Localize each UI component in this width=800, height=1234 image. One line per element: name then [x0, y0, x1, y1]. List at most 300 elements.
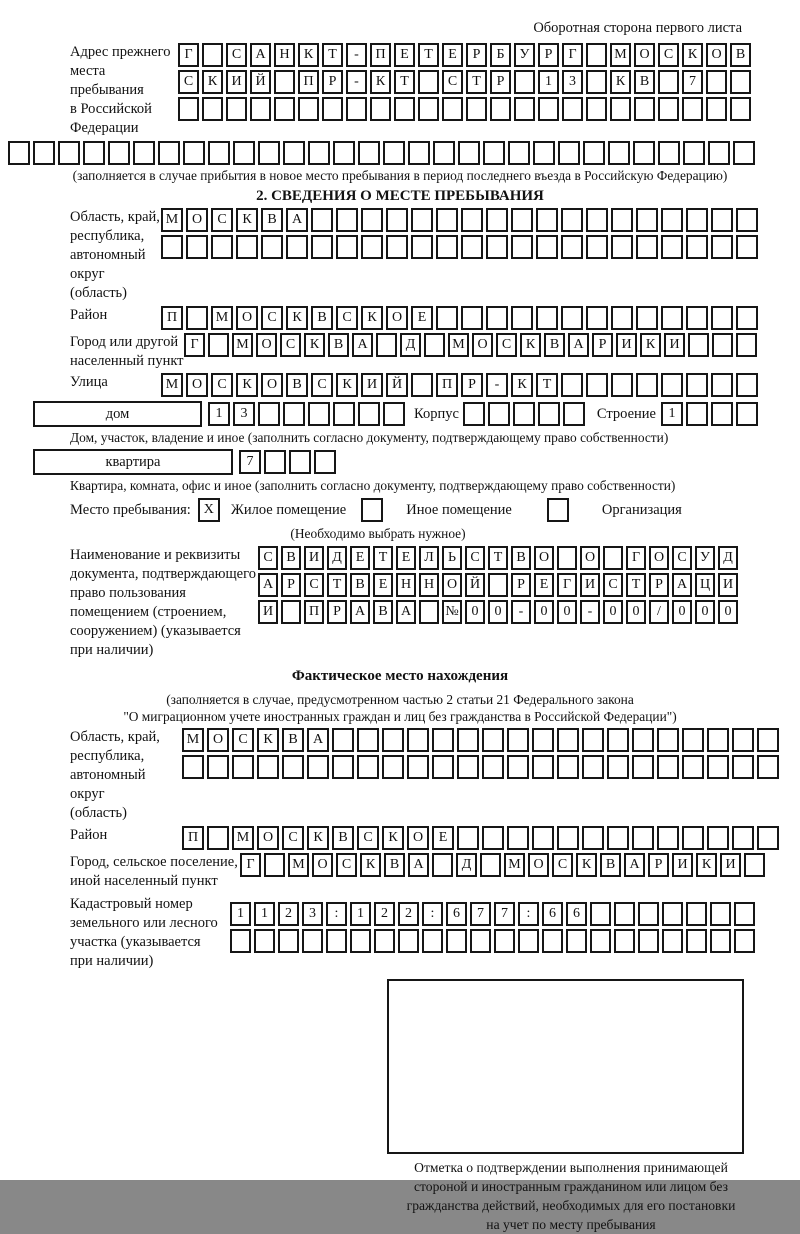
- form-cell[interactable]: [712, 333, 733, 357]
- form-cell[interactable]: [542, 929, 563, 953]
- form-cell[interactable]: [732, 826, 754, 850]
- form-cell[interactable]: [480, 853, 501, 877]
- form-cell[interactable]: [561, 208, 583, 232]
- form-cell[interactable]: -: [511, 600, 531, 624]
- form-cell[interactable]: К: [298, 43, 319, 67]
- form-cell[interactable]: М: [182, 728, 204, 752]
- form-cell[interactable]: Т: [322, 43, 343, 67]
- form-cell[interactable]: [8, 141, 30, 165]
- form-cell[interactable]: В: [282, 728, 304, 752]
- form-cell[interactable]: [636, 373, 658, 397]
- form-cell[interactable]: [457, 728, 479, 752]
- form-cell[interactable]: 3: [233, 402, 255, 426]
- form-cell[interactable]: [611, 235, 633, 259]
- form-cell[interactable]: 0: [672, 600, 692, 624]
- form-cell[interactable]: -: [346, 70, 367, 94]
- form-cell[interactable]: [333, 402, 355, 426]
- form-cell[interactable]: О: [407, 826, 429, 850]
- form-cell[interactable]: [536, 235, 558, 259]
- form-cell[interactable]: 1: [350, 902, 371, 926]
- form-cell[interactable]: [686, 208, 708, 232]
- form-cell[interactable]: [536, 306, 558, 330]
- form-cell[interactable]: К: [307, 826, 329, 850]
- form-cell[interactable]: [208, 333, 229, 357]
- form-cell[interactable]: А: [350, 600, 370, 624]
- form-cell[interactable]: Г: [178, 43, 199, 67]
- form-cell[interactable]: С: [304, 573, 324, 597]
- form-cell[interactable]: [586, 235, 608, 259]
- form-cell[interactable]: С: [465, 546, 485, 570]
- form-cell[interactable]: [614, 929, 635, 953]
- form-cell[interactable]: Т: [626, 573, 646, 597]
- form-cell[interactable]: [711, 235, 733, 259]
- form-cell[interactable]: [283, 141, 305, 165]
- form-cell[interactable]: [583, 141, 605, 165]
- form-cell[interactable]: [757, 755, 779, 779]
- form-cell[interactable]: [432, 728, 454, 752]
- form-cell[interactable]: В: [350, 573, 370, 597]
- form-cell[interactable]: [736, 373, 758, 397]
- form-cell[interactable]: [208, 141, 230, 165]
- form-cell[interactable]: М: [211, 306, 233, 330]
- form-cell[interactable]: [532, 755, 554, 779]
- form-cell[interactable]: [607, 755, 629, 779]
- form-cell[interactable]: Й: [465, 573, 485, 597]
- form-cell[interactable]: [207, 755, 229, 779]
- form-cell[interactable]: Е: [442, 43, 463, 67]
- form-cell[interactable]: [514, 97, 535, 121]
- form-cell[interactable]: [686, 306, 708, 330]
- form-cell[interactable]: [736, 208, 758, 232]
- form-cell[interactable]: [211, 235, 233, 259]
- form-cell[interactable]: [582, 728, 604, 752]
- form-cell[interactable]: [562, 97, 583, 121]
- form-cell[interactable]: 7: [682, 70, 703, 94]
- form-cell[interactable]: Г: [626, 546, 646, 570]
- form-cell[interactable]: Т: [536, 373, 558, 397]
- form-cell[interactable]: А: [286, 208, 308, 232]
- form-cell[interactable]: -: [346, 43, 367, 67]
- form-cell[interactable]: [261, 235, 283, 259]
- form-cell[interactable]: [486, 235, 508, 259]
- form-cell[interactable]: О: [534, 546, 554, 570]
- form-cell[interactable]: С: [258, 546, 278, 570]
- form-cell[interactable]: 1: [661, 402, 683, 426]
- form-cell[interactable]: П: [436, 373, 458, 397]
- form-cell[interactable]: [186, 235, 208, 259]
- form-cell[interactable]: [186, 306, 208, 330]
- form-cell[interactable]: Й: [250, 70, 271, 94]
- form-cell[interactable]: [586, 208, 608, 232]
- form-cell[interactable]: О: [649, 546, 669, 570]
- form-cell[interactable]: [466, 97, 487, 121]
- form-cell[interactable]: К: [682, 43, 703, 67]
- form-cell[interactable]: С: [226, 43, 247, 67]
- form-cell[interactable]: [561, 235, 583, 259]
- form-cell[interactable]: [433, 141, 455, 165]
- form-cell[interactable]: [230, 929, 251, 953]
- form-cell[interactable]: Т: [327, 573, 347, 597]
- form-cell[interactable]: №: [442, 600, 462, 624]
- form-cell[interactable]: [636, 208, 658, 232]
- form-cell[interactable]: И: [616, 333, 637, 357]
- form-cell[interactable]: [538, 402, 560, 426]
- form-cell[interactable]: [638, 902, 659, 926]
- form-cell[interactable]: [586, 70, 607, 94]
- form-cell[interactable]: [432, 755, 454, 779]
- form-cell[interactable]: [358, 141, 380, 165]
- form-cell[interactable]: Н: [419, 573, 439, 597]
- form-cell[interactable]: [590, 929, 611, 953]
- form-cell[interactable]: Г: [557, 573, 577, 597]
- form-cell[interactable]: А: [250, 43, 271, 67]
- form-cell[interactable]: [561, 306, 583, 330]
- form-cell[interactable]: С: [211, 208, 233, 232]
- form-cell[interactable]: М: [161, 373, 183, 397]
- form-cell[interactable]: [254, 929, 275, 953]
- form-cell[interactable]: [161, 235, 183, 259]
- form-cell[interactable]: [557, 826, 579, 850]
- form-cell[interactable]: [457, 826, 479, 850]
- form-cell[interactable]: А: [568, 333, 589, 357]
- form-cell[interactable]: О: [207, 728, 229, 752]
- form-cell[interactable]: 7: [494, 902, 515, 926]
- form-cell[interactable]: [308, 141, 330, 165]
- form-cell[interactable]: [607, 728, 629, 752]
- form-cell[interactable]: [411, 373, 433, 397]
- form-cell[interactable]: С: [603, 573, 623, 597]
- form-cell[interactable]: [274, 70, 295, 94]
- form-cell[interactable]: К: [360, 853, 381, 877]
- form-cell[interactable]: [494, 929, 515, 953]
- form-cell[interactable]: [711, 373, 733, 397]
- form-cell[interactable]: [394, 97, 415, 121]
- form-cell[interactable]: [257, 755, 279, 779]
- form-cell[interactable]: С: [178, 70, 199, 94]
- form-cell[interactable]: [610, 97, 631, 121]
- form-cell[interactable]: [661, 208, 683, 232]
- form-cell[interactable]: К: [610, 70, 631, 94]
- form-cell[interactable]: [661, 306, 683, 330]
- form-cell[interactable]: Т: [466, 70, 487, 94]
- form-cell[interactable]: [511, 235, 533, 259]
- form-cell[interactable]: К: [336, 373, 358, 397]
- form-cell[interactable]: С: [336, 306, 358, 330]
- form-cell[interactable]: [419, 600, 439, 624]
- form-cell[interactable]: К: [520, 333, 541, 357]
- form-cell[interactable]: [710, 902, 731, 926]
- form-cell[interactable]: :: [326, 902, 347, 926]
- form-cell[interactable]: В: [328, 333, 349, 357]
- form-cell[interactable]: [711, 208, 733, 232]
- form-cell[interactable]: П: [182, 826, 204, 850]
- form-cell[interactable]: [307, 755, 329, 779]
- form-cell[interactable]: [682, 755, 704, 779]
- form-cell[interactable]: К: [257, 728, 279, 752]
- form-cell[interactable]: [311, 208, 333, 232]
- form-cell[interactable]: [707, 755, 729, 779]
- form-cell[interactable]: [633, 141, 655, 165]
- form-cell[interactable]: [730, 70, 751, 94]
- form-cell[interactable]: [226, 97, 247, 121]
- form-cell[interactable]: [507, 755, 529, 779]
- form-cell[interactable]: К: [576, 853, 597, 877]
- form-cell[interactable]: :: [518, 902, 539, 926]
- form-cell[interactable]: [314, 450, 336, 474]
- form-cell[interactable]: [183, 141, 205, 165]
- form-cell[interactable]: [688, 333, 709, 357]
- form-cell[interactable]: К: [236, 208, 258, 232]
- form-cell[interactable]: [757, 728, 779, 752]
- form-cell[interactable]: [461, 306, 483, 330]
- form-cell[interactable]: [657, 826, 679, 850]
- form-cell[interactable]: Т: [488, 546, 508, 570]
- form-cell[interactable]: [458, 141, 480, 165]
- form-cell[interactable]: Й: [386, 373, 408, 397]
- form-cell[interactable]: К: [304, 333, 325, 357]
- form-cell[interactable]: И: [718, 573, 738, 597]
- form-cell[interactable]: -: [486, 373, 508, 397]
- form-cell[interactable]: [532, 728, 554, 752]
- form-cell[interactable]: И: [361, 373, 383, 397]
- form-cell[interactable]: [207, 826, 229, 850]
- form-cell[interactable]: Р: [648, 853, 669, 877]
- form-cell[interactable]: А: [624, 853, 645, 877]
- form-cell[interactable]: [507, 826, 529, 850]
- form-cell[interactable]: [202, 43, 223, 67]
- form-cell[interactable]: [707, 826, 729, 850]
- form-cell[interactable]: [233, 141, 255, 165]
- form-cell[interactable]: Д: [456, 853, 477, 877]
- form-cell[interactable]: [332, 755, 354, 779]
- form-cell[interactable]: [442, 97, 463, 121]
- form-cell[interactable]: [326, 929, 347, 953]
- form-cell[interactable]: [586, 43, 607, 67]
- form-cell[interactable]: [282, 755, 304, 779]
- form-cell[interactable]: Р: [490, 70, 511, 94]
- form-cell[interactable]: [508, 141, 530, 165]
- form-cell[interactable]: [108, 141, 130, 165]
- form-cell[interactable]: К: [640, 333, 661, 357]
- form-cell[interactable]: Р: [538, 43, 559, 67]
- form-cell[interactable]: [374, 929, 395, 953]
- form-cell[interactable]: О: [706, 43, 727, 67]
- form-cell[interactable]: 0: [718, 600, 738, 624]
- form-cell[interactable]: Е: [534, 573, 554, 597]
- form-cell[interactable]: [657, 755, 679, 779]
- form-cell[interactable]: [407, 728, 429, 752]
- form-cell[interactable]: И: [720, 853, 741, 877]
- form-cell[interactable]: [634, 97, 655, 121]
- form-cell[interactable]: [232, 755, 254, 779]
- form-cell[interactable]: Е: [373, 573, 393, 597]
- checkbox-organization[interactable]: [547, 498, 569, 522]
- form-cell[interactable]: Е: [432, 826, 454, 850]
- form-cell[interactable]: Р: [592, 333, 613, 357]
- form-cell[interactable]: -: [580, 600, 600, 624]
- form-cell[interactable]: [236, 235, 258, 259]
- form-cell[interactable]: [686, 373, 708, 397]
- form-cell[interactable]: К: [696, 853, 717, 877]
- form-cell[interactable]: 2: [278, 902, 299, 926]
- form-cell[interactable]: [422, 929, 443, 953]
- form-cell[interactable]: [736, 333, 757, 357]
- form-cell[interactable]: Н: [396, 573, 416, 597]
- form-cell[interactable]: [566, 929, 587, 953]
- form-cell[interactable]: И: [672, 853, 693, 877]
- form-cell[interactable]: [636, 306, 658, 330]
- checkbox-residential[interactable]: X: [198, 498, 220, 522]
- form-cell[interactable]: [563, 402, 585, 426]
- form-cell[interactable]: [657, 728, 679, 752]
- form-cell[interactable]: [361, 235, 383, 259]
- form-cell[interactable]: [706, 70, 727, 94]
- form-cell[interactable]: [686, 402, 708, 426]
- form-cell[interactable]: 1: [208, 402, 230, 426]
- form-cell[interactable]: Л: [419, 546, 439, 570]
- form-cell[interactable]: В: [600, 853, 621, 877]
- form-cell[interactable]: [346, 97, 367, 121]
- form-cell[interactable]: С: [357, 826, 379, 850]
- form-cell[interactable]: С: [658, 43, 679, 67]
- form-cell[interactable]: 0: [534, 600, 554, 624]
- form-cell[interactable]: [710, 929, 731, 953]
- form-cell[interactable]: [732, 728, 754, 752]
- form-cell[interactable]: [482, 826, 504, 850]
- form-cell[interactable]: [558, 141, 580, 165]
- form-cell[interactable]: [511, 306, 533, 330]
- form-cell[interactable]: [490, 97, 511, 121]
- form-cell[interactable]: К: [361, 306, 383, 330]
- form-cell[interactable]: 6: [542, 902, 563, 926]
- form-cell[interactable]: [398, 929, 419, 953]
- form-cell[interactable]: [289, 450, 311, 474]
- form-cell[interactable]: [557, 546, 577, 570]
- form-cell[interactable]: О: [386, 306, 408, 330]
- form-cell[interactable]: [202, 97, 223, 121]
- form-cell[interactable]: [311, 235, 333, 259]
- form-cell[interactable]: Б: [490, 43, 511, 67]
- form-cell[interactable]: [483, 141, 505, 165]
- form-cell[interactable]: В: [261, 208, 283, 232]
- form-cell[interactable]: П: [298, 70, 319, 94]
- form-cell[interactable]: [486, 208, 508, 232]
- form-cell[interactable]: [511, 208, 533, 232]
- form-cell[interactable]: [386, 235, 408, 259]
- form-cell[interactable]: М: [448, 333, 469, 357]
- form-cell[interactable]: [683, 141, 705, 165]
- form-cell[interactable]: [182, 755, 204, 779]
- form-cell[interactable]: [632, 728, 654, 752]
- form-cell[interactable]: [662, 929, 683, 953]
- form-cell[interactable]: [734, 902, 755, 926]
- form-cell[interactable]: С: [211, 373, 233, 397]
- form-cell[interactable]: [461, 235, 483, 259]
- form-cell[interactable]: Р: [649, 573, 669, 597]
- form-cell[interactable]: В: [311, 306, 333, 330]
- form-cell[interactable]: 1: [254, 902, 275, 926]
- form-cell[interactable]: М: [504, 853, 525, 877]
- form-cell[interactable]: С: [282, 826, 304, 850]
- form-cell[interactable]: В: [286, 373, 308, 397]
- form-cell[interactable]: [557, 755, 579, 779]
- form-cell[interactable]: [58, 141, 80, 165]
- form-cell[interactable]: [133, 141, 155, 165]
- form-cell[interactable]: С: [232, 728, 254, 752]
- form-cell[interactable]: С: [672, 546, 692, 570]
- form-cell[interactable]: Е: [411, 306, 433, 330]
- form-cell[interactable]: [408, 141, 430, 165]
- form-cell[interactable]: [383, 402, 405, 426]
- form-cell[interactable]: [488, 573, 508, 597]
- form-cell[interactable]: 0: [465, 600, 485, 624]
- form-cell[interactable]: Д: [718, 546, 738, 570]
- form-cell[interactable]: [302, 929, 323, 953]
- form-cell[interactable]: [734, 929, 755, 953]
- form-cell[interactable]: С: [496, 333, 517, 357]
- form-cell[interactable]: [513, 402, 535, 426]
- form-cell[interactable]: [436, 208, 458, 232]
- form-cell[interactable]: [586, 97, 607, 121]
- form-cell[interactable]: [332, 728, 354, 752]
- form-cell[interactable]: Т: [418, 43, 439, 67]
- form-cell[interactable]: [418, 70, 439, 94]
- form-cell[interactable]: В: [511, 546, 531, 570]
- form-cell[interactable]: [488, 402, 510, 426]
- form-cell[interactable]: [686, 929, 707, 953]
- form-cell[interactable]: [661, 373, 683, 397]
- form-cell[interactable]: [333, 141, 355, 165]
- form-cell[interactable]: [757, 826, 779, 850]
- form-cell[interactable]: [686, 902, 707, 926]
- form-cell[interactable]: А: [307, 728, 329, 752]
- form-cell[interactable]: [586, 373, 608, 397]
- form-cell[interactable]: [407, 755, 429, 779]
- form-cell[interactable]: [411, 208, 433, 232]
- form-cell[interactable]: [658, 97, 679, 121]
- form-cell[interactable]: [350, 929, 371, 953]
- form-cell[interactable]: [33, 141, 55, 165]
- form-cell[interactable]: [611, 306, 633, 330]
- form-cell[interactable]: [736, 402, 758, 426]
- form-cell[interactable]: [730, 97, 751, 121]
- form-cell[interactable]: К: [511, 373, 533, 397]
- form-cell[interactable]: С: [261, 306, 283, 330]
- form-cell[interactable]: 1: [538, 70, 559, 94]
- form-cell[interactable]: Е: [394, 43, 415, 67]
- form-cell[interactable]: О: [442, 573, 462, 597]
- form-cell[interactable]: /: [649, 600, 669, 624]
- form-cell[interactable]: [418, 97, 439, 121]
- form-cell[interactable]: [486, 306, 508, 330]
- form-cell[interactable]: 6: [446, 902, 467, 926]
- form-cell[interactable]: [536, 208, 558, 232]
- form-cell[interactable]: О: [186, 208, 208, 232]
- form-cell[interactable]: [614, 902, 635, 926]
- form-cell[interactable]: [470, 929, 491, 953]
- form-cell[interactable]: М: [610, 43, 631, 67]
- form-cell[interactable]: [336, 235, 358, 259]
- form-cell[interactable]: [733, 141, 755, 165]
- form-cell[interactable]: Ц: [695, 573, 715, 597]
- form-cell[interactable]: Г: [184, 333, 205, 357]
- form-cell[interactable]: О: [236, 306, 258, 330]
- form-cell[interactable]: 2: [374, 902, 395, 926]
- form-cell[interactable]: К: [202, 70, 223, 94]
- form-cell[interactable]: [507, 728, 529, 752]
- form-cell[interactable]: П: [161, 306, 183, 330]
- form-cell[interactable]: [707, 728, 729, 752]
